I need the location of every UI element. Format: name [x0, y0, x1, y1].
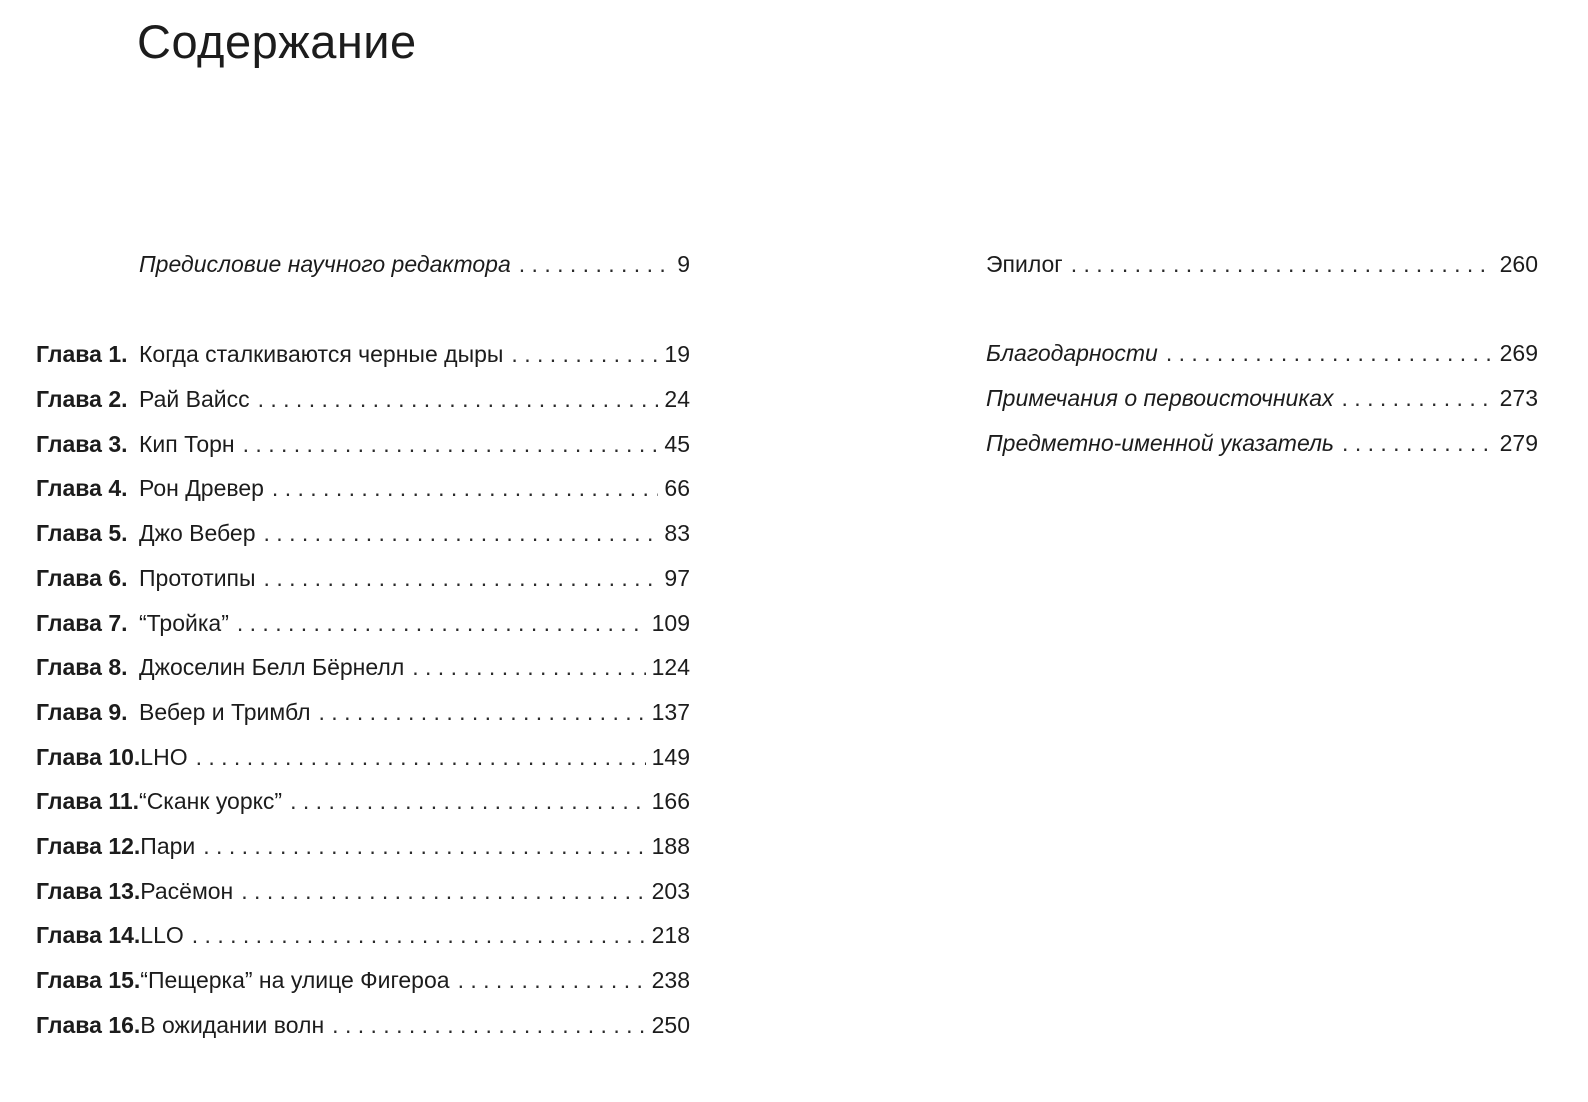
- entry-title: LLO: [140, 922, 184, 948]
- page-number: 97: [664, 565, 690, 591]
- page-number: 137: [651, 699, 690, 725]
- toc-entry-acknowledgements[interactable]: [986, 338, 1538, 368]
- dot-leader: [458, 965, 646, 995]
- entry-title: Расёмон: [140, 878, 234, 904]
- dot-leader: [1342, 428, 1494, 458]
- chapter-label: Глава 15.: [36, 967, 141, 993]
- toc-entry-index[interactable]: [986, 428, 1538, 458]
- entry-title: Эпилог: [986, 251, 1063, 277]
- page-number: 250: [651, 1012, 690, 1038]
- entry-title: Кип Торн: [139, 431, 235, 457]
- dot-leader: [243, 429, 659, 459]
- toc-entry-chapter-3[interactable]: [36, 429, 690, 459]
- dot-leader: [1166, 338, 1494, 368]
- page-number: 260: [1499, 251, 1538, 277]
- dot-leader: [412, 652, 645, 682]
- dot-leader: [258, 384, 659, 414]
- chapter-label: Глава 10.: [36, 744, 141, 770]
- chapter-label: Глава 13.: [36, 878, 141, 904]
- page-number: 19: [664, 341, 690, 367]
- entry-title: Джоселин Белл Бёрнелл: [139, 654, 405, 680]
- page-number: 279: [1499, 430, 1538, 456]
- entry-title: Примечания о первоисточниках: [986, 385, 1334, 411]
- toc-entry-chapter-14[interactable]: [36, 920, 690, 950]
- entry-title: В ожидании волн: [140, 1012, 325, 1038]
- dot-leader: [519, 249, 671, 279]
- toc-entry-chapter-6[interactable]: [36, 563, 690, 593]
- page-number: 109: [651, 610, 690, 636]
- dot-leader: [332, 1010, 645, 1040]
- toc-entry-chapter-16[interactable]: [36, 1010, 690, 1040]
- toc-entry-chapter-8[interactable]: [36, 652, 690, 682]
- page-number: 269: [1499, 340, 1538, 366]
- page-number: 45: [664, 431, 690, 457]
- toc-entry-epilogue[interactable]: [986, 249, 1538, 279]
- entry-title: Пари: [140, 833, 196, 859]
- entry-title: Прототипы: [139, 565, 256, 591]
- dot-leader: [1071, 249, 1494, 279]
- page-number: 203: [651, 878, 690, 904]
- chapter-label: Глава 8.: [36, 654, 128, 680]
- chapter-label: Глава 2.: [36, 386, 128, 412]
- chapter-label: Глава 12.: [36, 833, 141, 859]
- entry-title: “Сканк уоркс”: [139, 788, 283, 814]
- entry-title: Благодарности: [986, 340, 1158, 366]
- dot-leader: [264, 518, 659, 548]
- page-title: Содержание: [137, 15, 417, 68]
- chapter-label: Глава 7.: [36, 610, 128, 636]
- dot-leader: [241, 876, 645, 906]
- page-number: 188: [651, 833, 690, 859]
- dot-leader: [319, 697, 646, 727]
- toc-entry-chapter-9[interactable]: [36, 697, 690, 727]
- toc-entry-preface[interactable]: [139, 249, 690, 279]
- dot-leader: [511, 339, 658, 369]
- entry-title: Предисловие научного редактора: [139, 251, 511, 277]
- entry-title: Рон Древер: [139, 475, 264, 501]
- entry-title: LHO: [140, 744, 188, 770]
- entry-title: Вебер и Тримбл: [139, 699, 311, 725]
- page-number: 124: [651, 654, 690, 680]
- page-number: 238: [651, 967, 690, 993]
- chapter-label: Глава 5.: [36, 520, 128, 546]
- page-number: 83: [664, 520, 690, 546]
- page-number: 66: [664, 475, 690, 501]
- entry-title: Джо Вебер: [139, 520, 256, 546]
- toc-entry-chapter-15[interactable]: [36, 965, 690, 995]
- dot-leader: [290, 786, 646, 816]
- chapter-label: Глава 11.: [36, 788, 140, 814]
- entry-title: Рай Вайсс: [139, 386, 250, 412]
- dot-leader: [272, 473, 658, 503]
- page-number: 166: [651, 788, 690, 814]
- toc-entry-chapter-13[interactable]: [36, 876, 690, 906]
- entry-title: “Пещерка” на улице Фигероа: [140, 967, 450, 993]
- toc-entry-chapter-2[interactable]: [36, 384, 690, 414]
- entry-title: “Тройка”: [139, 610, 229, 636]
- chapter-label: Глава 3.: [36, 431, 128, 457]
- toc-entry-chapter-12[interactable]: [36, 831, 690, 861]
- chapter-label: Глава 9.: [36, 699, 128, 725]
- entry-title: Предметно-именной указатель: [986, 430, 1335, 456]
- dot-leader: [1342, 383, 1494, 413]
- page-number: 149: [651, 744, 690, 770]
- dot-leader: [196, 742, 646, 772]
- page-number: 24: [664, 386, 690, 412]
- chapter-label: Глава 1.: [36, 341, 128, 367]
- chapter-label: Глава 4.: [36, 475, 128, 501]
- toc-entry-chapter-1[interactable]: [36, 339, 690, 369]
- dot-leader: [237, 608, 646, 638]
- toc-entry-source-notes[interactable]: [986, 383, 1538, 413]
- dot-leader: [192, 920, 646, 950]
- toc-entry-chapter-4[interactable]: [36, 473, 690, 503]
- chapter-label: Глава 14.: [36, 922, 141, 948]
- entry-title: Когда сталкиваются черные дыры: [139, 341, 504, 367]
- toc-entry-chapter-5[interactable]: [36, 518, 690, 548]
- page-number: 273: [1499, 385, 1538, 411]
- dot-leader: [264, 563, 659, 593]
- dot-leader: [203, 831, 645, 861]
- chapter-label: Глава 6.: [36, 565, 128, 591]
- page-number: 218: [651, 922, 690, 948]
- toc-entry-chapter-7[interactable]: [36, 608, 690, 638]
- toc-entry-chapter-10[interactable]: [36, 742, 690, 772]
- chapter-label: Глава 16.: [36, 1012, 141, 1038]
- page-number: 9: [677, 251, 690, 277]
- toc-entry-chapter-11[interactable]: [36, 786, 690, 816]
